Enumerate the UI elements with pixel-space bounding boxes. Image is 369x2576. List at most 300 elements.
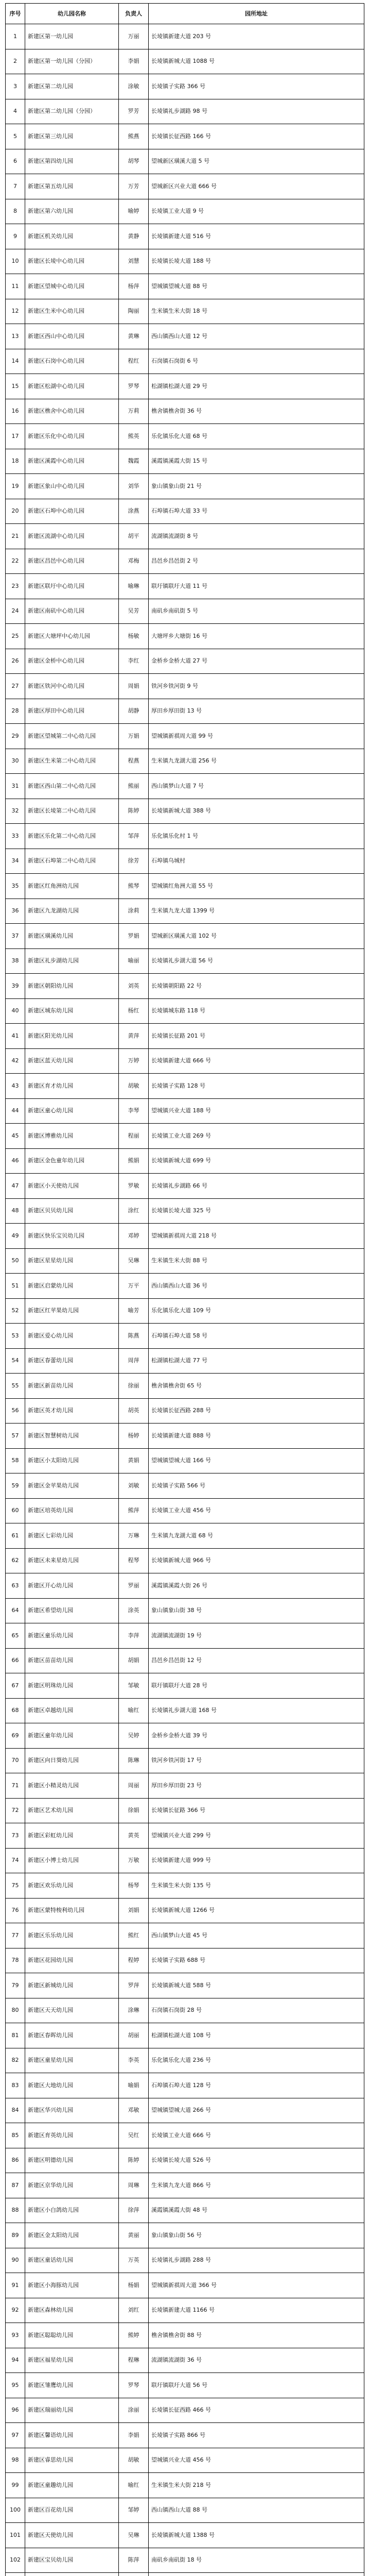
table-row	[6, 1324, 364, 1349]
table-row	[6, 1748, 364, 1773]
table-row	[6, 74, 364, 99]
cell-name: 新建区小博士幼儿园	[25, 1848, 119, 1873]
table-row	[6, 99, 364, 124]
cell-address	[149, 2573, 364, 2576]
cell-address: 望城镇新祺周大道 366 号	[149, 2273, 364, 2298]
cell-address: 长堎镇工业大道 269 号	[149, 1124, 364, 1149]
table-row	[6, 599, 364, 624]
cell-person: 邹萍	[119, 824, 149, 849]
cell-name: 新建区聪聪幼儿园	[25, 2323, 119, 2348]
cell-no: 11	[6, 274, 25, 299]
cell-address: 厚田乡厚田街 13 号	[149, 699, 364, 724]
cell-no: 76	[6, 1898, 25, 1923]
cell-person: 万平	[119, 1274, 149, 1299]
cell-address: 樵舍镇樵舍街 36 号	[149, 399, 364, 424]
table-row	[6, 998, 364, 1024]
cell-name: 新建区天使幼儿园	[25, 2523, 119, 2548]
table-row	[6, 1773, 364, 1799]
cell-no: 69	[6, 1723, 25, 1749]
table-row	[6, 324, 364, 349]
cell-person: 喻红	[119, 2473, 149, 2498]
header-no: 序号	[6, 4, 25, 24]
cell-address: 溪霞镇溪霞大街 15 号	[149, 449, 364, 474]
cell-no: 82	[6, 2048, 25, 2073]
cell-no: 55	[6, 1374, 25, 1399]
cell-name: 新建区明珠幼儿园	[25, 1673, 119, 1699]
table-row	[6, 1698, 364, 1723]
cell-no: 65	[6, 1623, 25, 1649]
cell-person: 熊琴	[119, 874, 149, 899]
table-row	[6, 974, 364, 999]
cell-address: 松湖镇松湖大道 77 号	[149, 1348, 364, 1374]
cell-name: 新建区西山中心幼儿园	[25, 324, 119, 349]
table-row	[6, 2298, 364, 2323]
cell-name: 新建区贝贝幼儿园	[25, 1198, 119, 1224]
cell-address: 石埠镇乌城村	[149, 849, 364, 874]
cell-name: 新建区九龙湖幼儿园	[25, 899, 119, 924]
cell-person: 李英	[119, 2048, 149, 2073]
cell-address: 生米镇九龙湖大道 68 号	[149, 1523, 364, 1549]
cell-name: 新建区生米中心幼儿园	[25, 299, 119, 324]
table-row	[6, 1948, 364, 1973]
cell-person: 胡敏	[119, 2448, 149, 2473]
cell-no: 91	[6, 2273, 25, 2298]
cell-person: 杨婷	[119, 1423, 149, 1449]
cell-no: 56	[6, 1398, 25, 1423]
cell-name: 新建区第三幼儿园	[25, 124, 119, 149]
cell-address: 长堎镇新建大道 888 号	[149, 1423, 364, 1449]
header-row	[6, 4, 364, 24]
cell-name: 新建区卓越幼儿园	[25, 1698, 119, 1723]
cell-no: 47	[6, 1174, 25, 1199]
table-row	[6, 1648, 364, 1673]
cell-person: 李红	[119, 649, 149, 674]
cell-address: 长堎镇子实路 128 号	[149, 1074, 364, 1099]
cell-address: 长堎镇新建大道 1166 号	[149, 2298, 364, 2323]
cell-name: 新建区城东幼儿园	[25, 998, 119, 1024]
cell-person: 程丽	[119, 1124, 149, 1149]
cell-name: 新建区蓝天幼儿园	[25, 1048, 119, 1074]
cell-name: 新建区望城第二中心幼儿园	[25, 724, 119, 749]
cell-address: 铁河乡铁河街 9 号	[149, 674, 364, 699]
table-row	[6, 424, 364, 449]
cell-no: 83	[6, 2073, 25, 2098]
cell-person: 杨萍	[119, 274, 149, 299]
cell-address: 流湖镇流湖街 8 号	[149, 524, 364, 549]
cell-person	[119, 2573, 149, 2576]
cell-address: 生米镇生米大街 18 号	[149, 299, 364, 324]
table-row	[6, 2048, 364, 2073]
cell-name: 新建区雏鹰幼儿园	[25, 2373, 119, 2398]
cell-person: 涂丽	[119, 2398, 149, 2423]
table-row	[6, 1623, 364, 1649]
cell-no: 38	[6, 948, 25, 974]
cell-person: 邓敏	[119, 2098, 149, 2123]
cell-person: 李琴	[119, 1098, 149, 1124]
cell-no: 57	[6, 1423, 25, 1449]
table-row	[6, 199, 364, 224]
cell-person: 熊丽	[119, 774, 149, 799]
cell-address: 松湖镇松湖大道 29 号	[149, 374, 364, 399]
cell-address: 长堎镇新建大道 516 号	[149, 224, 364, 249]
table-row	[6, 724, 364, 749]
table-row	[6, 499, 364, 524]
cell-no: 23	[6, 574, 25, 599]
cell-name: 新建区福星幼儿园	[25, 2348, 119, 2373]
cell-address: 联圩镇联圩大道 56 号	[149, 2373, 364, 2398]
cell-name: 新建区童星幼儿园	[25, 2048, 119, 2073]
cell-address: 乐化镇乐化大道 68 号	[149, 424, 364, 449]
cell-person: 喻娟	[119, 2073, 149, 2098]
cell-person: 陈婷	[119, 2148, 149, 2173]
cell-address: 长堎镇新城大道 966 号	[149, 1548, 364, 1573]
table-row	[6, 49, 364, 74]
cell-person: 胡琴	[119, 149, 149, 174]
table-row	[6, 149, 364, 174]
table-row	[6, 2148, 364, 2173]
cell-name: 新建区童话幼儿园	[25, 2248, 119, 2273]
cell-name: 新建区石埠第二中心幼儿园	[25, 849, 119, 874]
cell-person: 黄娟	[119, 1448, 149, 1473]
cell-name: 新建区金太阳幼儿园	[25, 2223, 119, 2248]
cell-no: 16	[6, 399, 25, 424]
cell-no: 88	[6, 2198, 25, 2223]
cell-name: 新建区溪霞中心幼儿园	[25, 449, 119, 474]
cell-name: 新建区厚田中心幼儿园	[25, 699, 119, 724]
cell-no: 100	[6, 2498, 25, 2523]
cell-no: 24	[6, 599, 25, 624]
cell-name: 新建区小太阳幼儿园	[25, 1448, 119, 1473]
cell-person: 邓梅	[119, 549, 149, 574]
cell-name: 新建区爱心幼儿园	[25, 1324, 119, 1349]
cell-address: 象山镇象山街 38 号	[149, 1598, 364, 1623]
cell-no: 32	[6, 799, 25, 824]
cell-person: 徐娟	[119, 1798, 149, 1823]
cell-no: 20	[6, 499, 25, 524]
table-row	[6, 1448, 364, 1473]
cell-address: 望城镇望城大道 88 号	[149, 274, 364, 299]
cell-name	[25, 2573, 119, 2576]
cell-no: 63	[6, 1573, 25, 1599]
cell-no: 5	[6, 124, 25, 149]
cell-person: 陈燕	[119, 1324, 149, 1349]
cell-address: 长堎镇新建大道 999 号	[149, 1848, 364, 1873]
cell-address: 长堎镇新城大道 699 号	[149, 1148, 364, 1174]
cell-name: 新建区象山中心幼儿园	[25, 474, 119, 499]
cell-no: 58	[6, 1448, 25, 1473]
cell-person: 吴婷	[119, 1723, 149, 1749]
table-row	[6, 2573, 364, 2576]
cell-no: 14	[6, 349, 25, 374]
cell-no: 60	[6, 1498, 25, 1523]
cell-person: 万琳	[119, 1523, 149, 1549]
table-row	[6, 1998, 364, 2023]
cell-name: 新建区西山第二中心幼儿园	[25, 774, 119, 799]
cell-person: 万芳	[119, 174, 149, 199]
cell-address: 长堎镇新建大道 666 号	[149, 1048, 364, 1074]
table-row	[6, 174, 364, 199]
cell-address: 长堎镇礼步湖大道 56 号	[149, 948, 364, 974]
table-row	[6, 474, 364, 499]
cell-person: 吴琳	[119, 2523, 149, 2548]
cell-address: 长堎镇长征路 366 号	[149, 1798, 364, 1823]
cell-person: 陈萍	[119, 2548, 149, 2573]
cell-no: 85	[6, 2123, 25, 2148]
cell-no: 26	[6, 649, 25, 674]
table-row	[6, 2248, 364, 2273]
cell-name: 新建区蒙特梭利幼儿园	[25, 1898, 119, 1923]
cell-name: 新建区彩虹幼儿园	[25, 1823, 119, 1849]
cell-person: 万婷	[119, 1048, 149, 1074]
cell-person: 程琳	[119, 2348, 149, 2373]
cell-name: 新建区苗苗幼儿园	[25, 1648, 119, 1673]
table-row	[6, 1374, 364, 1399]
cell-person: 程琴	[119, 1548, 149, 1573]
cell-name: 新建区华兴幼儿园	[25, 2098, 119, 2123]
cell-name: 新建区长堎第二中心幼儿园	[25, 799, 119, 824]
cell-person: 胡静	[119, 699, 149, 724]
cell-address: 长堎镇子实路 688 号	[149, 1948, 364, 1973]
cell-no: 33	[6, 824, 25, 849]
cell-name: 新建区第一幼儿园	[25, 24, 119, 49]
cell-name: 新建区宝贝幼儿园	[25, 2548, 119, 2573]
cell-no: 54	[6, 1348, 25, 1374]
table-row	[6, 1224, 364, 1249]
table-row	[6, 299, 364, 324]
cell-address: 昌邑乡昌邑街 2 号	[149, 549, 364, 574]
cell-name: 新建区璜溪幼儿园	[25, 924, 119, 949]
cell-address: 南矶乡南矶街 18 号	[149, 2548, 364, 2573]
table-row	[6, 1923, 364, 1948]
cell-name: 新建区长堎中心幼儿园	[25, 249, 119, 274]
cell-name: 新建区生米第二中心幼儿园	[25, 749, 119, 774]
cell-address: 长堎镇新建大道 203 号	[149, 24, 364, 49]
cell-address: 长堎镇长征西路 288 号	[149, 1398, 364, 1423]
table-row	[6, 1473, 364, 1499]
cell-address: 望城镇红角洲大道 55 号	[149, 874, 364, 899]
cell-address: 长堎镇新城大道 1388 号	[149, 2523, 364, 2548]
cell-no: 3	[6, 74, 25, 99]
cell-name: 新建区第四幼儿园	[25, 149, 119, 174]
cell-name: 新建区阳光幼儿园	[25, 1024, 119, 1049]
cell-person: 杨琴	[119, 1873, 149, 1899]
cell-address: 长堎镇工业大道 456 号	[149, 1498, 364, 1523]
cell-address: 流湖镇流湖街 19 号	[149, 1623, 364, 1649]
cell-name: 新建区童心幼儿园	[25, 1098, 119, 1124]
cell-person: 周萍	[119, 1348, 149, 1374]
cell-no: 25	[6, 624, 25, 649]
cell-address: 长堎镇长征路 201 号	[149, 1024, 364, 1049]
table-row	[6, 1873, 364, 1899]
cell-person: 喻琳	[119, 574, 149, 599]
cell-name: 新建区童趣幼儿园	[25, 2473, 119, 2498]
table-row	[6, 1523, 364, 1549]
cell-person: 喻红	[119, 1698, 149, 1723]
cell-address: 望城新区璜溪大道 5 号	[149, 149, 364, 174]
cell-no: 7	[6, 174, 25, 199]
table-row	[6, 874, 364, 899]
cell-name: 新建区新城幼儿园	[25, 1973, 119, 1998]
table-row	[6, 1598, 364, 1623]
cell-no: 90	[6, 2248, 25, 2273]
cell-name: 新建区育英幼儿园	[25, 2123, 119, 2148]
cell-no: 72	[6, 1798, 25, 1823]
cell-no: 78	[6, 1948, 25, 1973]
table-row	[6, 374, 364, 399]
cell-name: 新建区京华幼儿园	[25, 2173, 119, 2198]
cell-address: 望城镇新祺周大道 99 号	[149, 724, 364, 749]
cell-address: 生米镇九龙大道 1399 号	[149, 899, 364, 924]
cell-name: 新建区小海豚幼儿园	[25, 2273, 119, 2298]
cell-name: 新建区童乐幼儿园	[25, 1623, 119, 1649]
cell-person: 黄琳	[119, 324, 149, 349]
cell-person: 罗芳	[119, 99, 149, 124]
cell-person: 熊萍	[119, 1498, 149, 1523]
cell-no: 8	[6, 199, 25, 224]
cell-no: 40	[6, 998, 25, 1024]
cell-name: 新建区第二幼儿园（分园）	[25, 99, 119, 124]
cell-no: 74	[6, 1848, 25, 1873]
cell-no: 22	[6, 549, 25, 574]
cell-person: 罗琴	[119, 374, 149, 399]
cell-name: 新建区馨语幼儿园	[25, 2423, 119, 2448]
cell-name: 新建区红苹果幼儿园	[25, 1298, 119, 1324]
cell-name: 新建区金苹果幼儿园	[25, 1473, 119, 1499]
cell-no: 87	[6, 2173, 25, 2198]
cell-no: 67	[6, 1673, 25, 1699]
cell-no: 101	[6, 2523, 25, 2548]
cell-address: 望城镇望城大道 166 号	[149, 1448, 364, 1473]
cell-person: 程婷	[119, 1948, 149, 1973]
table-row	[6, 24, 364, 49]
table-header	[6, 4, 364, 24]
table-row	[6, 2373, 364, 2398]
cell-name: 新建区流湖中心幼儿园	[25, 524, 119, 549]
table-row	[6, 1124, 364, 1149]
table-row	[6, 224, 364, 249]
cell-name: 新建区睿思幼儿园	[25, 2448, 119, 2473]
cell-person: 胡丽	[119, 2023, 149, 2048]
cell-person: 程红	[119, 349, 149, 374]
cell-person: 邹婷	[119, 2498, 149, 2523]
table-row	[6, 1148, 364, 1174]
table-row	[6, 2423, 364, 2448]
cell-no: 44	[6, 1098, 25, 1124]
cell-no: 12	[6, 299, 25, 324]
table-row	[6, 899, 364, 924]
cell-no: 93	[6, 2323, 25, 2348]
cell-no: 17	[6, 424, 25, 449]
cell-no: 80	[6, 1998, 25, 2023]
cell-person: 刘英	[119, 974, 149, 999]
cell-no: 49	[6, 1224, 25, 1249]
table-row	[6, 1274, 364, 1299]
table-row	[6, 2348, 364, 2373]
cell-person: 涂燕	[119, 499, 149, 524]
cell-person: 徐芳	[119, 849, 149, 874]
cell-person: 李娟	[119, 49, 149, 74]
cell-name: 新建区乐化第二中心幼儿园	[25, 824, 119, 849]
cell-address: 生米镇生米大街 88 号	[149, 1248, 364, 1274]
cell-name: 新建区森林幼儿园	[25, 2298, 119, 2323]
cell-address: 长堎镇礼步湖路 98 号	[149, 99, 364, 124]
cell-no: 27	[6, 674, 25, 699]
table-row	[6, 399, 364, 424]
cell-name: 新建区向日葵幼儿园	[25, 1748, 119, 1773]
cell-no: 95	[6, 2373, 25, 2398]
cell-no: 13	[6, 324, 25, 349]
table-row	[6, 2198, 364, 2223]
cell-person: 涂红	[119, 1198, 149, 1224]
cell-name: 新建区培英幼儿园	[25, 1498, 119, 1523]
table-row	[6, 2223, 364, 2248]
cell-name: 新建区艺术幼儿园	[25, 1798, 119, 1823]
table-row	[6, 1074, 364, 1099]
cell-address: 石岗镇石岗街 28 号	[149, 1998, 364, 2023]
cell-no: 81	[6, 2023, 25, 2048]
cell-no: 1	[6, 24, 25, 49]
cell-person: 陈琳	[119, 1748, 149, 1773]
cell-person: 熊红	[119, 1923, 149, 1948]
cell-no: 28	[6, 699, 25, 724]
cell-person: 胡平	[119, 524, 149, 549]
cell-person: 涂英	[119, 1598, 149, 1623]
table-row	[6, 1548, 364, 1573]
cell-no: 84	[6, 2098, 25, 2123]
cell-name: 新建区开心幼儿园	[25, 1573, 119, 1599]
table-row	[6, 2173, 364, 2198]
cell-no: 18	[6, 449, 25, 474]
cell-name: 新建区博雅幼儿园	[25, 1124, 119, 1149]
cell-no: 21	[6, 524, 25, 549]
table-row	[6, 1348, 364, 1374]
cell-name: 新建区春蕾幼儿园	[25, 1348, 119, 1374]
cell-person: 徐丽	[119, 1374, 149, 1399]
table-row	[6, 649, 364, 674]
table-row	[6, 2123, 364, 2148]
cell-address: 长堎镇新城大道 1088 号	[149, 49, 364, 74]
cell-no: 102	[6, 2548, 25, 2573]
cell-name: 新建区石岗中心幼儿园	[25, 349, 119, 374]
cell-address: 大塘坪乡大塘街 16 号	[149, 624, 364, 649]
cell-address: 望城镇新祺周大道 218 号	[149, 1224, 364, 1249]
cell-name: 新建区童年幼儿园	[25, 1723, 119, 1749]
cell-name: 新建区天天幼儿园	[25, 1998, 119, 2023]
cell-address: 望城新区璜溪大道 102 号	[149, 924, 364, 949]
table-row	[6, 924, 364, 949]
cell-address: 望城镇兴业大道 188 号	[149, 1098, 364, 1124]
cell-person: 涂莉	[119, 899, 149, 924]
cell-address: 西山镇西山大道 36 号	[149, 1274, 364, 1299]
table-row	[6, 249, 364, 274]
table-row	[6, 1673, 364, 1699]
cell-name: 新建区小天使幼儿园	[25, 1174, 119, 1199]
cell-no: 53	[6, 1324, 25, 1349]
cell-person: 胡敏	[119, 1074, 149, 1099]
cell-no: 97	[6, 2423, 25, 2448]
cell-address: 象山镇象山街 21 号	[149, 474, 364, 499]
cell-no: 10	[6, 249, 25, 274]
cell-person: 刘娟	[119, 1898, 149, 1923]
cell-name: 新建区新苗幼儿园	[25, 1374, 119, 1399]
cell-person: 万敏	[119, 1848, 149, 1873]
table-row	[6, 1973, 364, 1998]
cell-no	[6, 2573, 25, 2576]
table-row	[6, 1198, 364, 1224]
cell-person: 喻芳	[119, 1298, 149, 1324]
cell-no: 77	[6, 1923, 25, 1948]
cell-address: 乐化镇乐化大道 236 号	[149, 2048, 364, 2073]
